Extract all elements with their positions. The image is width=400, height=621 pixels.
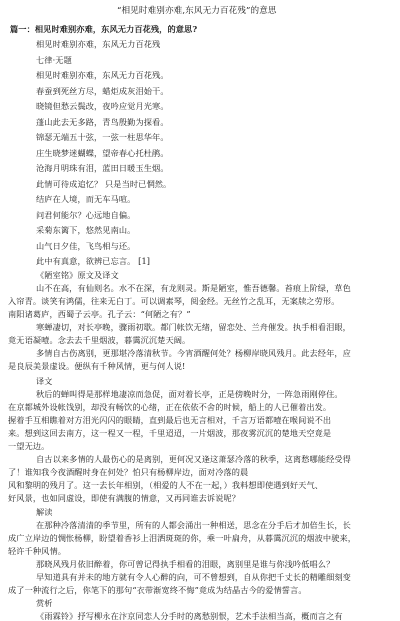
text-line: 那晓风残月依旧醉着，你可曾记得执手相看的泪眼，离别里是谁与你浅吟低唱么？ <box>36 559 335 569</box>
text-line: 晓镜但愁云鬓改，夜吟应觉月光寒。 <box>36 101 169 111</box>
text-line: 蓬山此去无多路，青鸟殷勤为探看。 <box>36 117 169 127</box>
text-line: 竟无语凝噎。念去去千里烟波，暮霭沉沉楚天阔。 <box>8 335 191 345</box>
text-line: 相见时难别亦难，东风无力百花残 <box>36 39 161 49</box>
text-line: 早知道具有并未的地方就有令人心醉的向，可不曾想到，自从你把千丈长的精雕细刻变 <box>36 572 351 582</box>
text-line: 沧海月明珠有泪，蓝田日暖玉生烟。 <box>36 163 169 173</box>
text-line: 风和黎明的残月了。这一去长年相别，（相爱的人不在一起，）我料想即使遇到好天气、 <box>8 480 324 490</box>
text-line: 春蚕到死丝方尽，蜡炬成灰泪始干。 <box>36 86 169 96</box>
text-line: 成广立岸边的惆怅杨柳，盼望着香衫上泪洒斑斑的你，乘一叶扁舟，从暮霭沉沉的烟波中驶来， <box>8 533 357 543</box>
text-line: 南阳诸葛庐，西蜀子云亭。孔子云：“何陋之有？” <box>8 309 191 319</box>
text-line: 赏析 <box>36 598 53 608</box>
text-line: 《雨霖铃》抒写柳永在汴京同恋人分手时的离愁别恨，艺术手法相当高，概而言之有 <box>36 611 343 621</box>
text-line: 成了一种流行之后，你笔下的那句“衣带渐宽终不悔”竟成为结晶古今的爱情誓言。 <box>8 585 307 595</box>
text-line: 自古以来多情的人最伤心的是离别，更何况又逢这萧瑟冷落的秋季，这离愁哪能经受得 <box>36 454 351 464</box>
text-line: 庄生晓梦迷蝴蝶，望帝春心托杜鹃。 <box>36 148 169 158</box>
text-line: 此中有真意，欲辨已忘言。 [1] <box>36 256 151 266</box>
text-line: 山不在高，有仙则名。水不在深，有龙则灵。斯是陋室，惟吾德馨。苔痕上阶绿，草色 <box>36 283 351 293</box>
text-line: 相见时难别亦难，东风无力百花残。 <box>36 70 169 80</box>
text-line: 此情可待成追忆？ 只是当时已惘然。 <box>36 179 172 189</box>
text-line: 一望无边。 <box>8 441 50 451</box>
text-line: 采菊东篱下，悠然见南山。 <box>36 225 136 235</box>
document-title: “相见时难别亦难,东风无力百花残”的意思 <box>117 6 277 16</box>
text-line: 锦瑟无端五十弦，一弦一柱思华年。 <box>36 132 169 142</box>
text-line: 结庐在人境，而无车马喧。 <box>36 194 136 204</box>
text-line: 多情自古伤离别，更那堪冷落清秋节。今宵酒醒何处？杨柳岸晓风残月。此去经年，应 <box>36 348 351 358</box>
text-line: 篇一：相见时难别亦难，东风无力百花残，的意思? <box>10 24 198 34</box>
text-line: 寒蝉凄切，对长亭晚，骤雨初歇。都门帐饮无绪，留恋处、兰舟催发。执手相看泪眼， <box>36 322 351 332</box>
text-line: 轻许千种风情。 <box>8 546 67 556</box>
text-line: 山气日夕佳，飞鸟相与还。 <box>36 241 136 251</box>
text-line: 好风景，也如同虚设，即使有满腹的情意，又再同谁去诉说呢？ <box>8 493 241 503</box>
text-line: 在那种冷落清清的季节里，所有的人都会涌出一种相送，思念在分手后才加倍生长，长 <box>36 520 351 530</box>
text-line: 了！谁知我今夜酒醒时身在何处？怕只有杨柳岸边，面对冷落的晨 <box>8 467 249 477</box>
text-line: 入帘青。谈笑有鸿儒，往来无白丁。可以调素琴，阅金经。无丝竹之乱耳，无案牍之劳形。 <box>8 296 340 306</box>
text-line: 七律·无题 <box>36 55 72 65</box>
text-line: 在京都城外设帐饯别，却没有畅饮的心绪，正在依依不舍的时候，船上的人已催着出发。 <box>8 402 332 412</box>
text-line: 解读 <box>36 507 53 517</box>
text-line: 握着手互相瞧着对方泪光闪闪的眼睛，直到最后也无言相对，千言万语都噎在喉间说不出 <box>8 415 332 425</box>
text-line: 《陋室铭》原文及译文 <box>36 270 119 280</box>
text-line: 秋后的蝉叫得是那样地凄凉而急促，面对着长亭，正是傍晚时分，一阵急雨刚停住。 <box>36 389 343 399</box>
text-line: 译文 <box>36 376 53 386</box>
text-line: 问君何能尔？心远地自偏。 <box>36 210 136 220</box>
text-line: 是良辰美景虚设。便纵有千种风情，更与何人说! <box>8 361 186 371</box>
text-line: 来。想到这回去南方，这一程又一程，千里迢迢，一片烟波，那夜雾沉沉的楚地天空竟是 <box>8 428 332 438</box>
